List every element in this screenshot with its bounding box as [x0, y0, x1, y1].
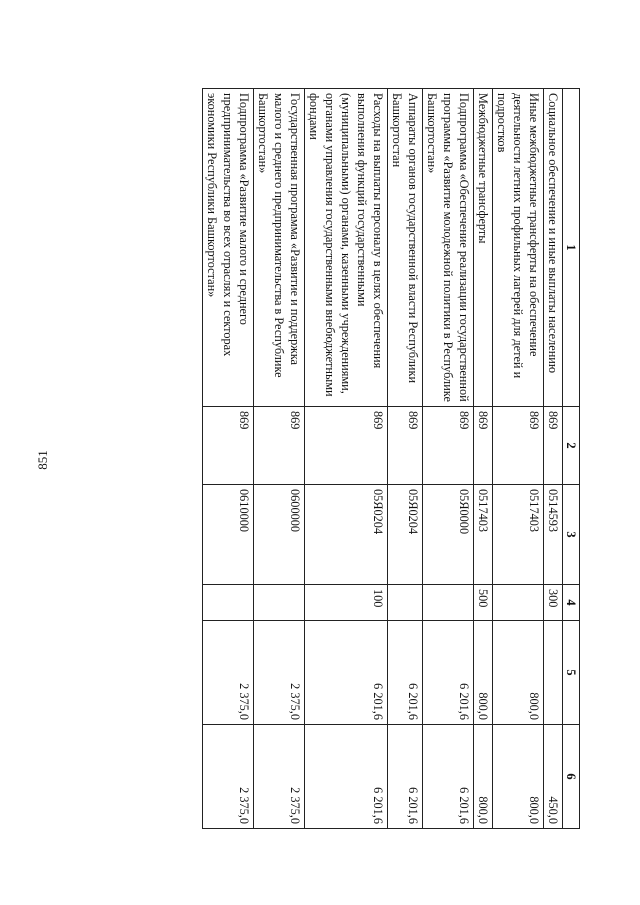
row-c3: 05Я0000: [423, 485, 474, 585]
row-c3: 0514593: [544, 485, 563, 585]
row-c4: [203, 585, 254, 621]
row-name: Государственная программа «Развитие и поддержка малого и среднего предпринимательства в Республике Башкортостан»: [254, 89, 305, 407]
header-col-1: 1: [563, 89, 580, 407]
row-c5: 800,0: [474, 621, 493, 725]
row-name: Межбюджетные трансферты: [474, 89, 493, 407]
row-c5: [544, 621, 563, 725]
budget-table: [202, 88, 580, 829]
row-c6: 6 201,6: [423, 725, 474, 829]
row-c2: 869: [423, 407, 474, 485]
row-c5: 6 201,6: [388, 621, 423, 725]
row-c5: 800,0: [493, 621, 544, 725]
row-c3: 0610000: [203, 485, 254, 585]
row-c4: 100: [305, 585, 388, 621]
row-name: Подпрограмма «Обеспечение реализации государственной программы «Развитие молодежной политики в Республике Башкортостан»: [423, 89, 474, 407]
header-col-3: 3: [563, 485, 580, 585]
row-c6: 800,0: [493, 725, 544, 829]
row-c5: 2 375,0: [254, 621, 305, 725]
row-c2: 869: [305, 407, 388, 485]
header-col-5: 5: [563, 621, 580, 725]
row-c3: 0600000: [254, 485, 305, 585]
row-c3: 05Я0204: [388, 485, 423, 585]
table-row: [388, 89, 423, 829]
row-c5: 6 201,6: [305, 621, 388, 725]
row-c6: 800,0: [474, 725, 493, 829]
row-name: Подпрограмма «Развитие малого и среднего предпринимательства во всех отраслях и секторах экономики Республики Башкортостан»: [203, 89, 254, 407]
row-name: Аппараты органов государственной власти Республики Башкортостан: [388, 89, 423, 407]
header-col-6: 6: [563, 725, 580, 829]
page-number: 851: [35, 450, 50, 470]
row-c6: 6 201,6: [305, 725, 388, 829]
row-c2: 869: [544, 407, 563, 485]
row-name: Расходы на выплаты персоналу в целях обеспечения выполнения функций государственными (муниципальными) органами, казенными учреждениями, органами управления государственными внебюджетными фондами: [305, 89, 388, 407]
table-row: [305, 89, 388, 829]
row-c3: 0517403: [493, 485, 544, 585]
header-col-2: 2: [563, 407, 580, 485]
row-c2: 869: [203, 407, 254, 485]
row-c5: 6 201,6: [423, 621, 474, 725]
row-c4: [493, 585, 544, 621]
row-c6: 6 201,6: [388, 725, 423, 829]
row-c4: [388, 585, 423, 621]
table-row: [423, 89, 474, 829]
table-row: [474, 89, 493, 829]
header-row: [563, 89, 580, 829]
row-c3: 05Я0204: [305, 485, 388, 585]
row-c2: 869: [254, 407, 305, 485]
row-c2: 869: [493, 407, 544, 485]
row-c6: 450,0: [544, 725, 563, 829]
row-c4: [423, 585, 474, 621]
row-name: Иные межбюджетные трансферты на обеспечение деятельности летних профильных лагерей для детей и подростков: [493, 89, 544, 407]
row-c6: 2 375,0: [254, 725, 305, 829]
rotated-page-content: [80, 88, 580, 828]
table-row: [203, 89, 254, 829]
row-c2: 869: [388, 407, 423, 485]
row-c2: 869: [474, 407, 493, 485]
header-col-4: 4: [563, 585, 580, 621]
row-c4: [254, 585, 305, 621]
row-c4: 500: [474, 585, 493, 621]
row-c5: 2 375,0: [203, 621, 254, 725]
row-c3: 0517403: [474, 485, 493, 585]
row-name: Социальное обеспечение и иные выплаты населению: [544, 89, 563, 407]
row-c6: 2 375,0: [203, 725, 254, 829]
table-row: [493, 89, 544, 829]
table-row: [544, 89, 563, 829]
table-row: [254, 89, 305, 829]
row-c4: 300: [544, 585, 563, 621]
